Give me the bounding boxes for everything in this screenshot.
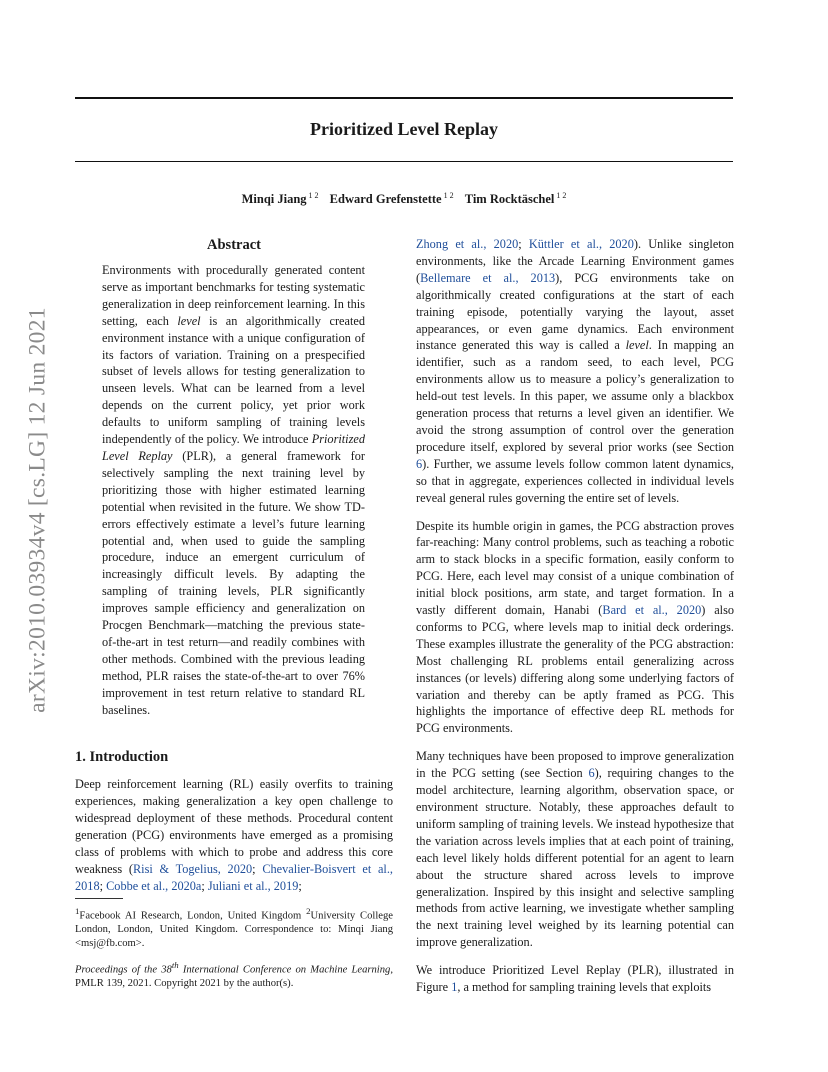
footnote-marker: 1 (75, 905, 80, 916)
citation-link[interactable]: Bellemare et al., 2013 (420, 270, 556, 285)
author-list (75, 191, 733, 207)
body-text: ). Further, we assume levels follow common latent dynamics, so that in aggregate, experiences collected in individual levels reveal general rules governing the entire set of levels. (416, 456, 734, 505)
abstract-text-part: (PLR), a general framework for selectively sampling the next training level by prioritizing those with higher estimated learning potential when revisited in the future. We show TD-errors effectively estimate a level’s future learning potential and, when used to guide the sampling procedure, induce an emergent curriculum of increasingly difficult levels. By adapting the sampling of training levels, PLR significantly improves sample efficiency and generalization on Procgen Benchmark—matching the previous state-of-the-art in test return—and readily combines with other methods. Combined with the previous leading method, PLR raises the state-of-the-art to over 76% improvement in test return relative to standard RL baselines. (102, 448, 365, 717)
author-2 (330, 192, 454, 206)
citation-link[interactable]: Juliani et al., 2019 (207, 878, 299, 893)
body-text: , a method for sampling training levels that exploits (457, 980, 712, 995)
citation-separator: ; (201, 878, 208, 893)
arxiv-watermark: arXiv:2010.03934v4 [cs.LG] 12 Jun 2021 (24, 307, 51, 713)
proceedings-note (75, 959, 393, 991)
body-paragraph (416, 962, 734, 996)
citation-separator: ; (252, 862, 263, 876)
section-link[interactable]: 6 (588, 766, 595, 781)
abstract-text (102, 262, 365, 718)
author-affiliation: 1 2 (443, 191, 454, 200)
intro-text: Deep reinforcement learning (RL) easily overfits to training experiences, making generalization a key open challenge to widespread deployment of these methods. Procedural content generation (PCG) environments have emerged as a promising class of problems with which to probe and address this core weakness ( (75, 777, 393, 876)
intro-paragraph (75, 776, 393, 894)
paper-title: Prioritized Level Replay (310, 119, 498, 139)
author-name: Tim Rocktäschel (464, 192, 555, 206)
emphasis-level: level (625, 338, 649, 353)
footnote-text: University College London, London, United Kingdom. Correspondence to: Minqi Jiang <msj@fb.com>. (75, 910, 393, 949)
body-text: We introduce Prioritized Level Replay (PLR), illustrated in Figure (416, 963, 734, 995)
abstract-text-part: is an algorithmically created environment instance with a unique configuration of its factors of variation. Training on a prespecified subset of levels allows for testing generalization to unseen levels. What can be learned from a level depends on the current policy, yet prior work defaults to uniform sampling of training levels independently of the policy. We introduce (102, 313, 365, 447)
citation-separator: ; (298, 878, 302, 893)
body-paragraph (416, 518, 734, 738)
body-text: Despite its humble origin in games, the PCG abstraction proves far-reaching: Many control problems, such as teaching a robotic arm to stack blocks in a specific formation, easily conform to PCG. Here, each level may consist of a unique combination of initial block positions, arm state, and target formation. In a vastly different domain, Hanabi ( (416, 518, 734, 618)
body-paragraph (416, 236, 734, 507)
author-name: Minqi Jiang (241, 192, 307, 206)
citation-link[interactable]: Küttler et al., 2020 (528, 237, 634, 251)
body-text: ), PCG environments take on algorithmically created configurations at the start of each training episode, potentially varying the layout, asset appearances, or even game dynamics. Each environment instance generated this way is called a (416, 270, 734, 353)
citation-link[interactable]: Cobbe et al., 2020a (106, 878, 202, 893)
affiliation-footnote (75, 905, 393, 950)
author-name: Edward Grefenstette (329, 192, 442, 206)
title-top-rule (75, 97, 733, 99)
abstract-body (102, 262, 365, 718)
proceedings-copyright: , PMLR 139, 2021. Copyright 2021 by the author(s). (75, 964, 393, 990)
citation-link[interactable]: Chevalier-Boisvert et al., 2018 (75, 862, 393, 893)
author-3 (465, 192, 567, 206)
figure-link[interactable]: 1 (451, 980, 458, 995)
abstract-emphasis: level (177, 313, 201, 328)
citation-link[interactable]: Bard et al., 2020 (602, 603, 702, 618)
proceedings-ordinal: th (171, 960, 179, 971)
body-text: ) also conforms to PCG, where levels map to initial deck orderings. These examples illustrate the generality of the PCG abstraction: Most challenging RL problems entail generalizing across instances (or levels) differing along some underlying factors of variation and thereby can be aptly framed as PCG. This highlights the importance of effective deep RL methods for PCG environments. (416, 603, 734, 736)
body-text: . In mapping an identifier, such as a random seed, to each level, PCG environments allow us to measure a policy’s generalization to held-out test levels. In this paper, we assume only a blackbox generation process that returns a level given an identifier. We avoid the strong assumption of control over the generation procedure itself, explored by several prior works (see Section (416, 338, 734, 454)
body-text: ), requiring changes to the model architecture, learning algorithm, observation space, or environment structure. Notably, these approaches default to uniform sampling of training levels. We instead hypothesize that the variation across levels implies that at each point of training, each level likely holds different potential for an agent to learn about the structure shared across levels to improve generalization. Inspired by this insight and selective sampling methods from active learning, we investigate whether sampling the next training level weighed by its learning potential can improve generalization. (416, 766, 734, 950)
left-column (75, 236, 393, 991)
section-heading-introduction: 1. Introduction (75, 749, 169, 766)
section-link[interactable]: 6 (416, 456, 423, 471)
title-bottom-rule (75, 161, 733, 162)
citation-link[interactable]: Zhong et al., 2020 (416, 237, 519, 251)
footnote-marker: 2 (306, 905, 311, 916)
body-text: ). Unlike singleton environments, like the Arcade Learning Environment games ( (416, 237, 735, 285)
abstract-text-part: Environments with procedurally generated content serve as important benchmarks for testing systematic generalization in deep reinforcement learning. In this setting, each (102, 263, 365, 328)
body-paragraph (416, 748, 734, 951)
footnote-text: Facebook AI Research, London, United Kingdom (79, 910, 307, 922)
author-1 (242, 192, 319, 206)
right-column (416, 236, 734, 1007)
author-affiliation: 1 2 (308, 191, 319, 200)
citation-separator: ; (99, 878, 107, 893)
author-affiliation: 1 2 (556, 191, 567, 200)
citation-link[interactable]: Risi & Togelius, 2020 (132, 862, 253, 876)
proceedings-venue: International Conference on Machine Learning (178, 964, 391, 976)
citation-separator: ; (518, 237, 529, 251)
footnote-rule (75, 898, 123, 899)
body-text: Many techniques have been proposed to improve generalization in the PCG setting (see Section (416, 749, 734, 781)
proceedings-venue: Proceedings of the 38 (75, 964, 172, 976)
abstract-heading: Abstract (207, 237, 261, 253)
abstract-method-name: Prioritized Level Replay (102, 432, 365, 463)
